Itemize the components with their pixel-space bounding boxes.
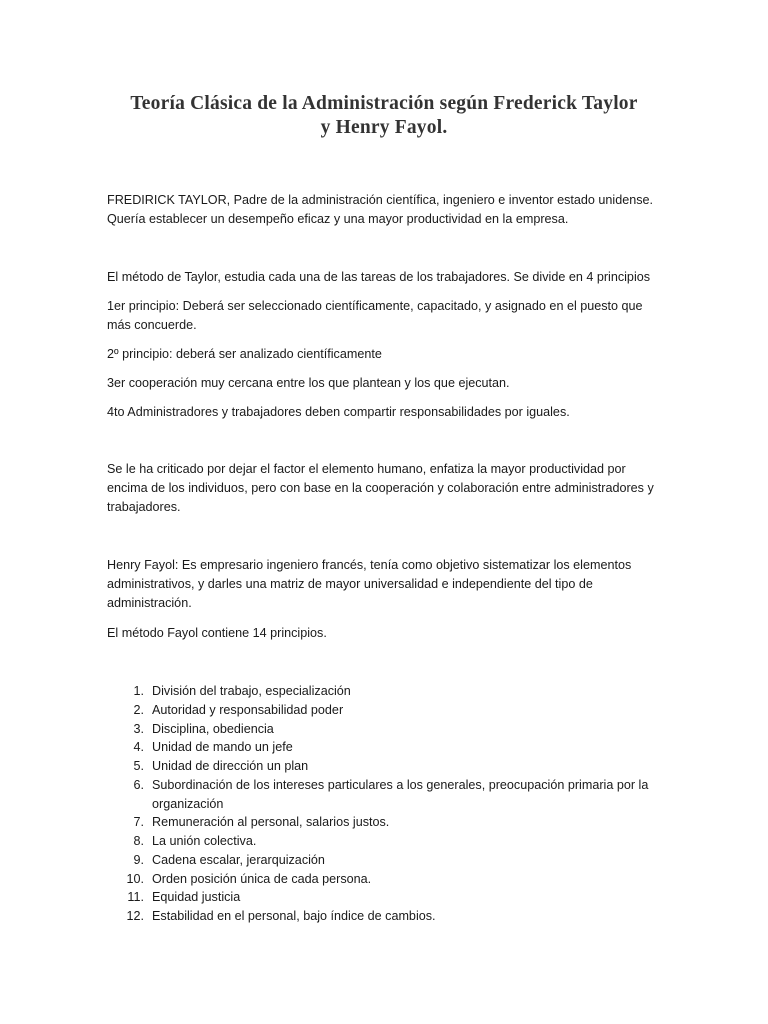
- text-line: más concuerde.: [107, 318, 197, 333]
- list-item: [107, 682, 667, 701]
- title-line: y Henry Fayol.: [320, 117, 448, 138]
- list-number: 8.: [133, 834, 144, 848]
- fayol-method-paragraph: [107, 624, 667, 643]
- taylor-method-paragraph: [107, 268, 667, 287]
- list-item: [107, 813, 667, 832]
- taylor-intro-paragraph: [107, 191, 667, 229]
- list-number: 6.: [133, 777, 144, 792]
- principle-3-paragraph: [107, 374, 667, 393]
- list-number: 7.: [133, 815, 144, 830]
- list-item: [107, 738, 667, 757]
- list-number: 12.: [126, 909, 144, 923]
- text-line: administrativos, y darles una matriz de mayor universalidad e independiente del tipo de: [107, 577, 593, 592]
- list-item: [107, 851, 667, 870]
- list-number: 9.: [133, 852, 144, 867]
- list-number: 10.: [126, 871, 144, 886]
- list-text: La unión colectiva.: [152, 834, 257, 848]
- text-line: 4to Administradores y trabajadores deben compartir responsabilidades por iguales.: [107, 405, 570, 419]
- text-line: Se le ha criticado por dejar el factor el elemento humano, enfatiza la mayor productividad por: [107, 462, 626, 476]
- list-item: [107, 757, 667, 776]
- list-text: Disciplina, obediencia: [152, 721, 274, 736]
- list-item: [107, 720, 667, 739]
- list-item: [107, 888, 667, 907]
- text-line: trabajadores.: [107, 500, 181, 515]
- text-line: 3er cooperación muy cercana entre los que plantean y los que ejecutan.: [107, 376, 510, 390]
- list-text: Unidad de dirección un plan: [152, 759, 309, 773]
- list-text: Autoridad y responsabilidad poder: [152, 702, 344, 717]
- fayol-intro-paragraph: [107, 556, 667, 614]
- document-title: [60, 92, 708, 140]
- criticism-paragraph: [107, 460, 667, 518]
- list-text: Remuneración al personal, salarios justos.: [152, 815, 390, 830]
- text-line: 1er principio: Deberá ser seleccionado científicamente, capacitado, y asignado en el puesto que: [107, 299, 643, 313]
- fayol-principles-list: [107, 682, 667, 926]
- list-text: Estabilidad en el personal, bajo índice de cambios.: [152, 909, 436, 923]
- list-text: División del trabajo, especialización: [152, 684, 351, 698]
- list-number: 3.: [133, 721, 144, 736]
- list-number: 1.: [133, 684, 144, 698]
- principle-4-paragraph: [107, 403, 667, 422]
- list-item: [107, 832, 667, 851]
- text-line: Henry Fayol: Es empresario ingeniero francés, tenía como objetivo sistematizar los elementos: [107, 558, 632, 572]
- text-line: Quería establecer un desempeño eficaz y una mayor productividad en la empresa.: [107, 212, 569, 227]
- list-item: [107, 870, 667, 889]
- list-item: [107, 701, 667, 720]
- text-line: FREDIRICK TAYLOR, Padre de la administración científica, ingeniero e inventor estado unidense.: [107, 193, 654, 207]
- text-line: administración.: [107, 596, 192, 611]
- text-line: El método de Taylor, estudia cada una de las tareas de los trabajadores. Se divide en 4 principios: [107, 270, 651, 284]
- list-text: Orden posición única de cada persona.: [152, 871, 372, 886]
- list-text: Unidad de mando un jefe: [152, 740, 293, 755]
- list-text: Subordinación de los intereses particulares a los generales, preocupación primaria por la organización: [152, 777, 649, 811]
- list-number: 5.: [133, 759, 144, 773]
- text-line: El método Fayol contiene 14 principios.: [107, 626, 327, 640]
- title-line: Teoría Clásica de la Administración según Frederick Taylor: [130, 93, 638, 114]
- principle-1-paragraph: [107, 297, 667, 335]
- list-item: [107, 907, 667, 926]
- list-item: [107, 776, 667, 814]
- list-number: 2.: [133, 702, 144, 717]
- principle-2-paragraph: [107, 345, 667, 364]
- list-text: Equidad justicia: [152, 890, 241, 905]
- text-line: 2º principio: deberá ser analizado científicamente: [107, 347, 382, 361]
- list-text: Cadena escalar, jerarquización: [152, 852, 325, 867]
- list-number: 4.: [133, 740, 144, 755]
- text-line: encima de los individuos, pero con base en la cooperación y colaboración entre administradores y: [107, 481, 654, 496]
- list-number: 11.: [127, 890, 144, 905]
